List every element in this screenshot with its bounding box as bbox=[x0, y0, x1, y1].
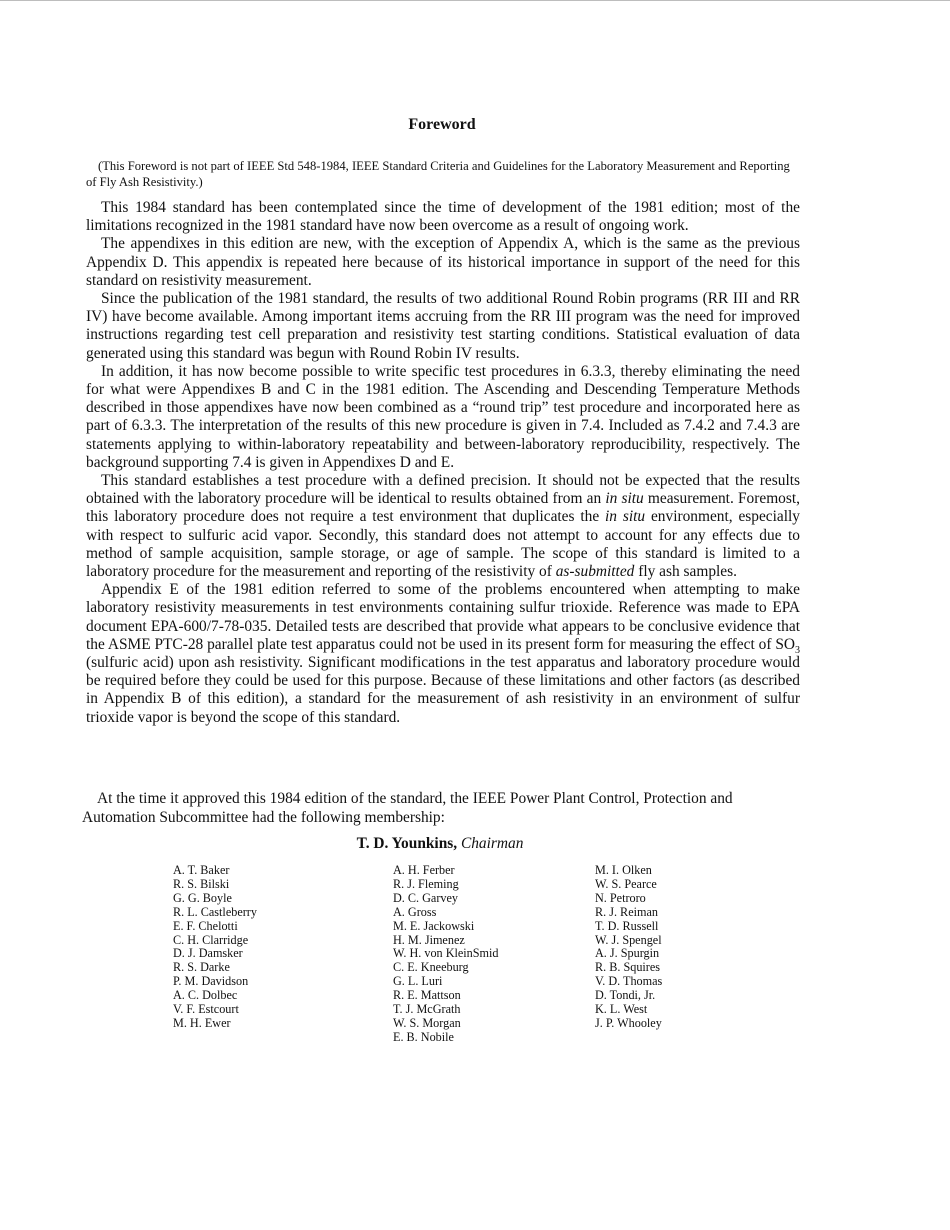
member-name: A. J. Spurgin bbox=[595, 946, 660, 961]
member-name: R. E. Mattson bbox=[393, 988, 461, 1003]
member-name: R. J. Fleming bbox=[393, 876, 459, 891]
member-name: M. I. Olken bbox=[595, 863, 652, 877]
paragraph-6-part-a: Appendix E of the 1981 edition referred to some of the problems encountered when attempting to make laboratory resistivity measurements in test environments containing sulfur trioxide. Reference was made to EPA document EPA-600/7-78-035. Detailed tests are described that provide what appears to be conclusive evidence that the ASME PTC-28 parallel plate test apparatus could not be used in its present form for measuring the effect of SO bbox=[86, 581, 800, 653]
member-name: A. Gross bbox=[393, 904, 437, 919]
member-name: A. H. Ferber bbox=[393, 863, 455, 877]
so3-subscript: 3 bbox=[795, 644, 800, 656]
member-name: G. L. Luri bbox=[393, 974, 443, 989]
member-name: P. M. Davidson bbox=[173, 974, 249, 989]
member-name: R. L. Castleberry bbox=[173, 904, 257, 919]
member-name: V. D. Thomas bbox=[595, 974, 663, 989]
page-title: Foreword bbox=[408, 116, 476, 133]
member-name: R. S. Bilski bbox=[173, 876, 230, 891]
foreword-note: (This Foreword is not part of IEEE Std 548-1984, IEEE Standard Criteria and Guidelines for the Laboratory Measurement and Reporting of Fly Ash Resistivity.) bbox=[86, 159, 790, 189]
member-name: C. E. Kneeburg bbox=[393, 960, 469, 975]
member-name: W. S. Morgan bbox=[393, 1015, 461, 1030]
member-name: W. J. Spengel bbox=[595, 932, 662, 947]
member-name: J. P. Whooley bbox=[595, 1015, 662, 1030]
page-top-border bbox=[0, 0, 950, 1]
chairman-role: Chairman bbox=[460, 835, 524, 852]
member-name: K. L. West bbox=[595, 1002, 648, 1017]
member-name: W. H. von KleinSmid bbox=[393, 946, 499, 961]
members-column-1 bbox=[173, 864, 257, 1031]
paragraph-5-part-a: This standard establishes a test procedure with a defined precision. It should not be expected that the results obtained with the laboratory procedure will be identical to results obtained from an bbox=[86, 472, 800, 508]
member-name: W. S. Pearce bbox=[595, 876, 657, 891]
member-name: R. S. Darke bbox=[173, 960, 230, 975]
paragraph-6 bbox=[86, 581, 800, 727]
member-name: R. B. Squires bbox=[595, 960, 661, 975]
member-name: E. F. Chelotti bbox=[173, 918, 238, 933]
paragraph-6-part-b: (sulfuric acid) upon ash resistivity. Significant modifications in the test apparatus and laboratory procedure would be required before they could be used for this purpose. Because of these limitations and other factors (as described in Appendix B of this edition), a standard for the measurement of ash resistivity in an environment of sulfur trioxide vapor is beyond the scope of this standard. bbox=[86, 654, 800, 726]
member-name: M. E. Jackowski bbox=[393, 918, 475, 933]
paragraph-2: The appendixes in this edition are new, with the exception of Appendix A, which is the same as the previous Appendix D. This appendix is repeated here because of its historical importance in support of the need for this standard on resistivity measurement. bbox=[86, 235, 800, 289]
chairman-name: T. D. Younkins, bbox=[356, 835, 458, 852]
member-name: V. F. Estcourt bbox=[173, 1002, 239, 1017]
member-name: R. J. Reiman bbox=[595, 904, 658, 919]
chairman-line bbox=[0, 835, 880, 853]
member-name: D. C. Garvey bbox=[393, 890, 458, 905]
paragraph-4: In addition, it has now become possible to write specific test procedures in 6.3.3, thereby eliminating the need for what were Appendixes B and C in the 1981 edition. The Ascending and Descending Temperature Methods described in those appendixes have now been combined as a “round trip” test procedure and incorporated here as part of 6.3.3. The interpretation of the results of this new procedure is given in 7.4. Included as 7.4.2 and 7.4.3 are statements applying to within-laboratory repeatability and between-laboratory reproducibility, respectively. The background supporting 7.4 is given in Appendixes D and E. bbox=[86, 362, 800, 471]
member-name: M. H. Ewer bbox=[173, 1015, 231, 1030]
member-name: D. Tondi, Jr. bbox=[595, 988, 656, 1003]
member-name: E. B. Nobile bbox=[393, 1029, 454, 1044]
as-submitted-term: as-submitted bbox=[555, 563, 635, 581]
member-name: H. M. Jimenez bbox=[393, 932, 465, 947]
member-name: A. T. Baker bbox=[173, 863, 230, 877]
member-name: D. J. Damsker bbox=[173, 946, 243, 961]
in-situ-term: in situ bbox=[605, 508, 646, 526]
members-column-3 bbox=[595, 864, 662, 1031]
in-situ-term: in situ bbox=[605, 490, 644, 508]
members-column-2 bbox=[393, 864, 499, 1045]
paragraph-5-part-d: fly ash samples. bbox=[638, 563, 737, 581]
member-name: T. J. McGrath bbox=[393, 1002, 461, 1017]
paragraph-5-part-b: measurement. Foremost, this laboratory procedure does not require a test environment that duplicates the bbox=[86, 490, 800, 526]
paragraph-1: This 1984 standard has been contemplated since the time of development of the 1981 edition; most of the limitations recognized in the 1981 standard have now been overcome as a result of ongoing work. bbox=[86, 199, 800, 235]
paragraph-5 bbox=[86, 472, 800, 581]
member-name: T. D. Russell bbox=[595, 918, 659, 933]
member-name: C. H. Clarridge bbox=[173, 932, 249, 947]
member-name: A. C. Dolbec bbox=[173, 988, 238, 1003]
foreword-body bbox=[86, 199, 800, 727]
member-name: G. G. Boyle bbox=[173, 890, 232, 905]
paragraph-5-part-c: environment, especially with respect to sulfuric acid vapor. Secondly, this standard does not attempt to account for any effects due to method of sample acquisition, sample storage, or age of sample. The scope of this standard is limited to a laboratory procedure for the measurement and reporting of the resistivity of bbox=[86, 508, 800, 581]
member-name: N. Petroro bbox=[595, 890, 646, 905]
approval-statement: At the time it approved this 1984 edition of the standard, the IEEE Power Plant Control, Protection and Automation Subcommittee had the following membership: bbox=[82, 790, 733, 826]
paragraph-3: Since the publication of the 1981 standard, the results of two additional Round Robin programs (RR III and RR IV) have become available. Among important items accruing from the RR III program was the need for improved instructions regarding test cell preparation and resistivity test starting conditions. Statistical evaluation of data generated using this standard was begun with Round Robin IV results. bbox=[86, 290, 800, 362]
